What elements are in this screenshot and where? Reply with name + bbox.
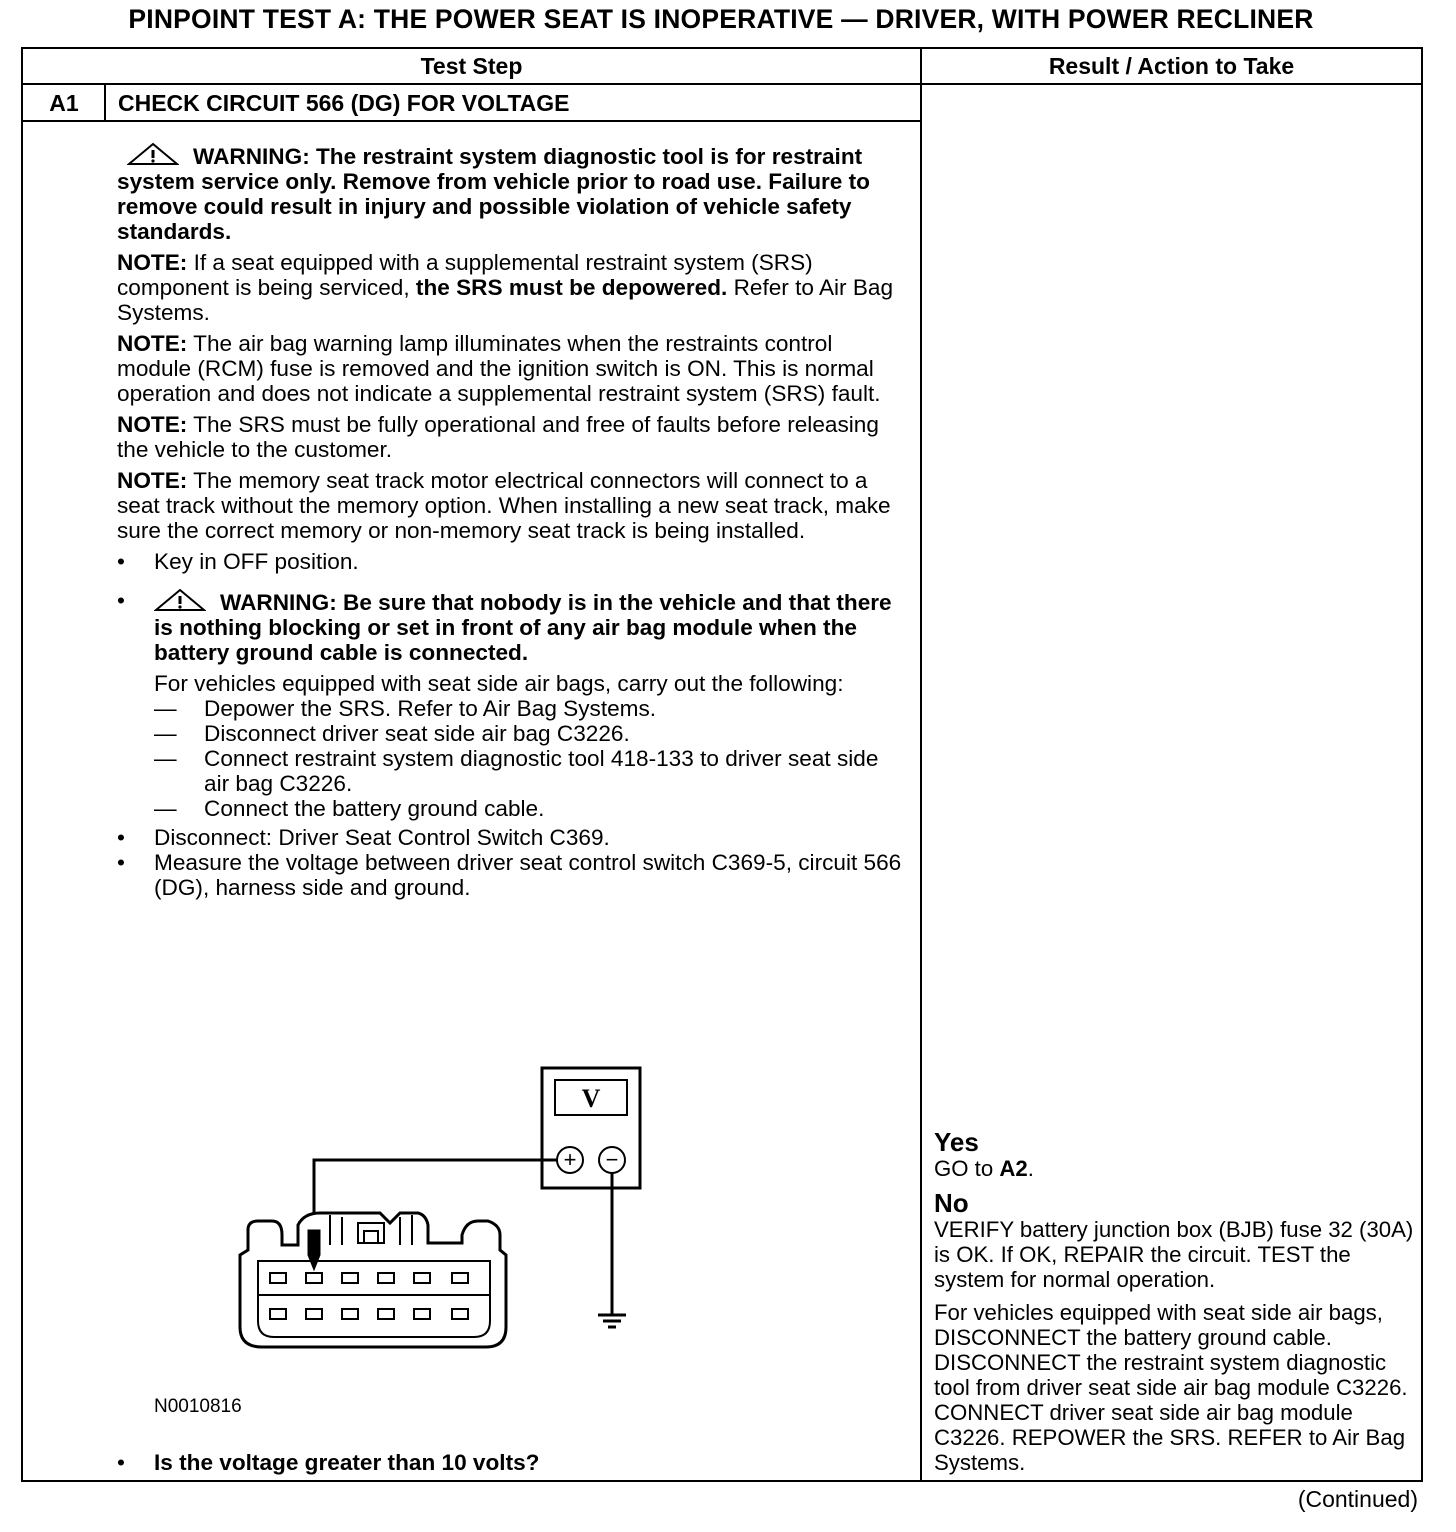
sub-step: — Depower the SRS. Refer to Air Bag Systems.: [154, 696, 907, 721]
header-test-step: Test Step: [420, 53, 523, 79]
result-yes-label: Yes: [934, 1127, 979, 1157]
step-body: [117, 142, 907, 906]
warning-triangle-icon: [127, 142, 179, 166]
sub-step: — Disconnect driver seat side air bag C3226.: [154, 721, 907, 746]
positive-terminal-label: +: [563, 1147, 577, 1172]
result-yes-target: A2: [999, 1156, 1028, 1181]
note-label: NOTE:: [117, 468, 188, 493]
note-operational: [117, 412, 907, 462]
warning-text: WARNING: The restraint system diagnostic tool is for restraint system service only. Remove from vehicle prior to road use. Failure to remove could result in injury and possible violation of vehicle safety standards.: [117, 144, 870, 244]
column-divider: [920, 47, 922, 1482]
result-yes-punct: .: [1027, 1156, 1034, 1181]
warning-triangle-icon: [154, 588, 206, 612]
step-title-divider: [21, 120, 922, 122]
warning-text: WARNING: Be sure that nobody is in the vehicle and that there is nothing blocking or set in front of any air bag module when the battery ground cable is connected.: [154, 590, 892, 665]
note-lamp-text: The air bag warning lamp illuminates when the restraints control module (RCM) fuse is removed and the ignition switch is ON. This is normal operation and does not indicate a supplemental restraint system (SRS) fault.: [117, 331, 881, 406]
result-yes-text: GO to: [934, 1156, 994, 1181]
note-srs-emphasis: the SRS must be depowered.: [415, 275, 728, 300]
result-no-side-bag: For vehicles equipped with seat side air bags, DISCONNECT the battery ground cable. DISCONNECT the restraint system diagnostic tool from driver seat side air bag module C3226. CONNECT driver seat side air bag module C3226. REPOWER the SRS. REFER to Air Bag Systems.: [934, 1300, 1408, 1475]
ground-icon: [598, 1315, 626, 1327]
side-bag-intro: For vehicles equipped with seat side air bags, carry out the following:: [154, 671, 844, 696]
figure-id: N0010816: [154, 1396, 242, 1417]
voltmeter-display-label: V: [581, 1084, 601, 1113]
result-column: [934, 1128, 1420, 1483]
sub-step: — Connect restraint system diagnostic tool 418-133 to driver seat side air bag C3226.: [154, 746, 907, 796]
sub-step: — Connect the battery ground cable.: [154, 796, 907, 821]
step-title: CHECK CIRCUIT 566 (DG) FOR VOLTAGE: [118, 90, 570, 116]
bullet-measure: • Measure the voltage between driver seat control switch C369-5, circuit 566 (DG), harness side and ground.: [117, 850, 907, 900]
note-label: NOTE:: [117, 331, 188, 356]
note-label: NOTE:: [117, 412, 188, 437]
note-memory-text: The memory seat track motor electrical connectors will connect to a seat track without the memory option. When installing a new seat track, make sure the correct memory or non-memory seat track is being installed.: [117, 468, 891, 543]
note-operational-text: The SRS must be fully operational and free of faults before releasing the vehicle to the customer.: [117, 412, 879, 462]
result-yes-action: [934, 1156, 1420, 1181]
bullet-warning: [117, 588, 907, 821]
negative-terminal-label: −: [605, 1147, 619, 1172]
result-no-action: VERIFY battery junction box (BJB) fuse 32 (30A) is OK. If OK, REPAIR the circuit. TEST the system for normal operation.: [934, 1217, 1414, 1292]
page-title: PINPOINT TEST A: THE POWER SEAT IS INOPERATIVE — DRIVER, WITH POWER RECLINER: [128, 4, 1314, 34]
note-memory: [117, 468, 907, 543]
note-srs-text: If a seat equipped with a supplemental restraint system (SRS) component is being serviced,: [117, 250, 813, 300]
continued-label: (Continued): [1297, 1486, 1418, 1512]
note-srs: [117, 250, 907, 325]
header-result: Result / Action to Take: [1048, 53, 1295, 79]
bullet-key-off: • Key in OFF position.: [117, 549, 907, 574]
note-lamp: [117, 331, 907, 406]
note-srs-ref: Refer to Air Bag Systems.: [117, 275, 894, 325]
warning-block: [117, 142, 907, 244]
result-no-label: No: [934, 1188, 969, 1218]
warning-block: [154, 590, 892, 665]
bullet-disconnect: • Disconnect: Driver Seat Control Switch C369.: [117, 825, 907, 850]
note-label: NOTE:: [117, 250, 188, 275]
test-question: • Is the voltage greater than 10 volts?: [117, 1450, 539, 1476]
step-id: A1: [49, 90, 79, 116]
header-divider: [21, 83, 1423, 85]
voltmeter-connector-diagram: [230, 1065, 650, 1385]
